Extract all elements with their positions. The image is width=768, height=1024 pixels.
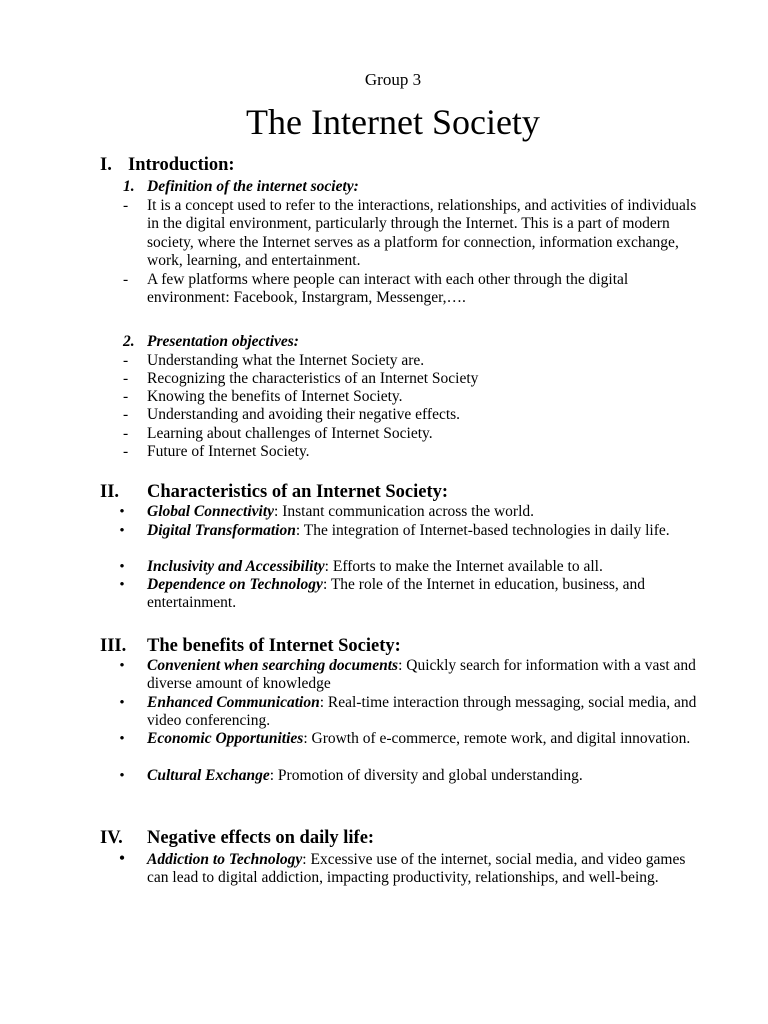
list-item — [100, 558, 700, 576]
item-text: Recognizing the characteristics of an Internet Society — [147, 370, 479, 387]
list-item — [100, 657, 700, 694]
section-heading-negative-effects — [100, 828, 374, 849]
section-number: III. — [100, 636, 127, 656]
document-title: The Internet Society — [246, 102, 540, 142]
section-title: Characteristics of an Internet Society: — [147, 482, 449, 502]
item-text: : Real-time interaction through messaging, social media, and video conferencing. — [147, 694, 697, 730]
section-title: The benefits of Internet Society: — [147, 636, 401, 656]
item-label: Economic Opportunities — [147, 730, 304, 747]
item-label: Digital Transformation — [147, 522, 296, 539]
list-item — [100, 406, 700, 424]
bullet-marker: • — [119, 559, 125, 575]
item-text: Knowing the benefits of Internet Society. — [147, 388, 403, 405]
list-item — [100, 271, 700, 308]
list-item — [100, 848, 700, 888]
section-number: I. — [100, 155, 112, 175]
item-label: Inclusivity and Accessibility — [147, 558, 325, 575]
section-heading-benefits — [100, 636, 401, 657]
group-label: Group 3 — [364, 70, 422, 89]
section-number: IV. — [100, 828, 123, 848]
item-text: It is a concept used to refer to the interactions, relationships, and activities of individuals in the digital environment, particularly through the Internet. This is a part of modern society, where the Internet serves as a platform for connection, information exchange, work, learning, and entertainment. — [147, 197, 697, 269]
item-text: A few platforms where people can interact with each other through the digital environment: Facebook, Instargram, Messenger,…. — [147, 271, 629, 307]
item-label: Enhanced Communication — [147, 694, 320, 711]
item-text: Future of Internet Society. — [147, 443, 310, 460]
subsection-number: 2. — [123, 333, 135, 350]
list-item — [100, 522, 700, 540]
bullet-marker: • — [119, 577, 125, 593]
list-item — [100, 425, 700, 443]
item-text: : Excessive use of the internet, social media, and video games can lead to digital addiction, impacting productivity, relationships, and well-being. — [147, 851, 686, 887]
dash-marker: - — [123, 425, 129, 442]
item-text: Understanding what the Internet Society are. — [147, 352, 425, 369]
section-heading-introduction — [100, 155, 235, 176]
item-text: : Instant communication across the world. — [274, 503, 535, 520]
section-title: Negative effects on daily life: — [147, 828, 375, 848]
bullet-marker: • — [119, 695, 125, 711]
subsection-heading-definition — [123, 178, 359, 196]
item-text: : Promotion of diversity and global understanding. — [269, 767, 583, 784]
item-label: Dependence on Technology — [147, 576, 323, 593]
item-text: : Efforts to make the Internet available to all. — [324, 558, 603, 575]
list-item — [100, 503, 700, 521]
dash-marker: - — [123, 370, 129, 387]
item-label: Convenient when searching documents — [147, 657, 399, 674]
dash-marker: - — [123, 388, 129, 405]
bullet-marker: • — [118, 848, 126, 868]
dash-marker: - — [123, 197, 129, 214]
list-item — [100, 443, 700, 461]
dash-marker: - — [123, 352, 129, 369]
subsection-title: Definition of the internet society: — [147, 178, 359, 195]
bullet-marker: • — [119, 658, 125, 674]
section-title: Introduction: — [128, 155, 235, 175]
item-text: : Growth of e-commerce, remote work, and digital innovation. — [303, 730, 691, 747]
list-item — [100, 370, 700, 388]
list-item — [100, 694, 700, 731]
subsection-title: Presentation objectives: — [147, 333, 299, 350]
item-text: : The role of the Internet in education, business, and entertainment. — [147, 576, 646, 612]
section-heading-characteristics — [100, 482, 448, 503]
item-text: Learning about challenges of Internet Society. — [147, 425, 433, 442]
dash-marker: - — [123, 271, 129, 288]
list-item — [100, 352, 700, 370]
bullet-marker: • — [119, 504, 125, 520]
list-item — [100, 576, 700, 613]
dash-marker: - — [123, 443, 129, 460]
bullet-marker: • — [119, 768, 125, 784]
bullet-marker: • — [119, 731, 125, 747]
subsection-number: 1. — [123, 178, 135, 195]
dash-marker: - — [123, 406, 129, 423]
item-text: Understanding and avoiding their negative effects. — [147, 406, 461, 423]
subsection-heading-objectives — [123, 333, 299, 351]
item-label: Addiction to Technology — [147, 851, 303, 868]
item-label: Global Connectivity — [147, 503, 275, 520]
list-item — [100, 767, 700, 785]
list-item — [100, 730, 700, 748]
item-text: : The integration of Internet-based technologies in daily life. — [295, 522, 670, 539]
item-label: Cultural Exchange — [147, 767, 270, 784]
list-item — [100, 197, 700, 270]
item-text: : Quickly search for information with a vast and diverse amount of knowledge — [147, 657, 696, 693]
list-item — [100, 388, 700, 406]
bullet-marker: • — [119, 523, 125, 539]
section-number: II. — [100, 482, 120, 502]
